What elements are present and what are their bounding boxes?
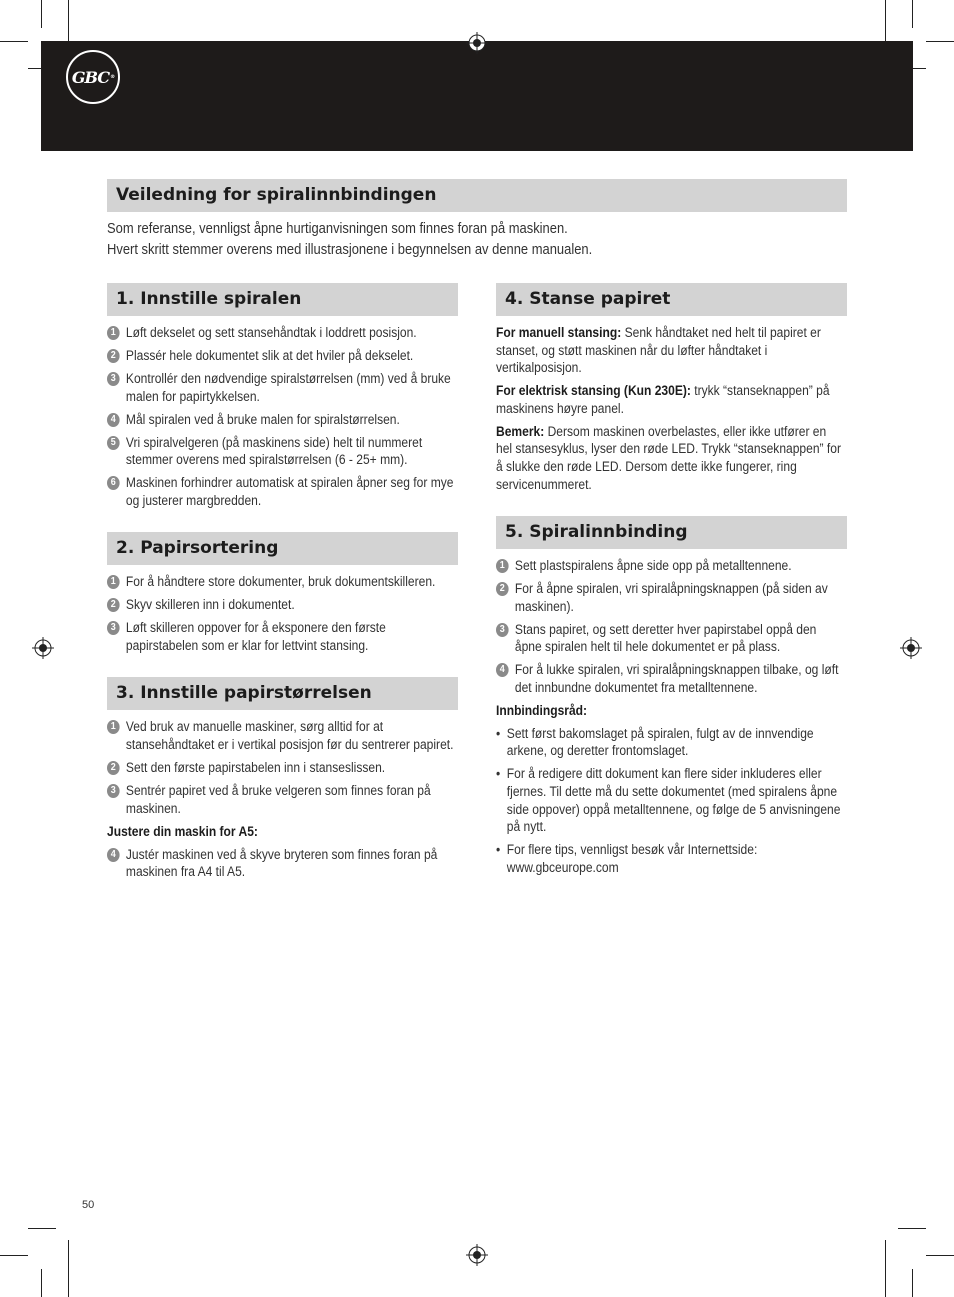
crop-mark <box>68 1240 69 1297</box>
crop-mark <box>41 0 42 28</box>
crop-mark <box>885 1240 886 1297</box>
crop-mark <box>912 0 913 28</box>
step-text: Mål spiralen ved å bruke malen for spiralstørrelsen. <box>125 411 400 427</box>
registration-mark-icon <box>466 1244 488 1266</box>
intro-line: Som referanse, vennligst åpne hurtiganvisningen som finnes foran på maskinen. <box>107 221 568 237</box>
step-text: Sett plastspiralens åpne side opp på metalltennene. <box>514 558 792 574</box>
step-text: For å åpne spiralen, vri spiralåpningsknappen (på siden av maskinen). <box>514 581 828 614</box>
step-item <box>107 596 456 614</box>
step-number: 1 <box>107 575 120 589</box>
section-heading: 3. Innstille papirstørrelsen <box>107 677 458 710</box>
step-number: 1 <box>496 559 509 573</box>
step-number: 2 <box>107 349 120 363</box>
section-heading: 5. Spiralinnbinding <box>496 516 847 549</box>
section-steps <box>107 573 456 654</box>
step-item <box>107 370 456 405</box>
right-column <box>496 283 847 882</box>
tip-text: For flere tips, vennligst besøk vår Internettside: www.gbceurope.com <box>506 842 758 875</box>
step-text: Løft dekselet og sett stansehåndtak i loddrett posisjon. <box>125 325 417 340</box>
subheading: Justere din maskin for A5: <box>107 823 258 839</box>
page-number: 50 <box>82 1199 95 1211</box>
bullet-icon: • <box>496 842 501 858</box>
section-steps <box>107 324 456 509</box>
left-column <box>107 283 458 886</box>
step-number: 2 <box>107 761 120 775</box>
paragraph-label: Bemerk: <box>496 423 545 439</box>
logo-mark: ® <box>110 74 115 80</box>
crop-mark <box>0 1255 28 1256</box>
crop-mark <box>926 41 954 42</box>
step-item <box>496 661 845 696</box>
crop-mark <box>41 1269 42 1297</box>
paragraph-label: For elektrisk stansing (Kun 230E): <box>496 383 691 399</box>
step-text: Plassér hele dokumentet slik at det hviler på dekselet. <box>125 347 414 363</box>
step-item <box>107 347 456 365</box>
step-text: Skyv skilleren inn i dokumentet. <box>125 597 295 613</box>
registration-mark-icon <box>466 32 488 54</box>
crop-mark <box>912 1269 913 1297</box>
tip-text: For å redigere ditt dokument kan flere sider inkluderes eller fjernes. Til dette må du sette dokumentet (med spiralens åpne side oppover) oppå metalltennene, og følge de 5 anvisningene på nytt. <box>506 766 841 835</box>
step-text: Justér maskinen ved å skyve bryteren som finnes foran på maskinen fra A4 til A5. <box>125 846 438 880</box>
step-text: Kontrollér den nødvendige spiralstørrelsen (mm) ved å bruke malen for papirtykkelsen. <box>125 370 451 404</box>
section-body <box>496 324 845 493</box>
step-item <box>107 619 456 654</box>
section-steps <box>107 718 456 880</box>
step-number: 4 <box>496 663 509 677</box>
step-number: 3 <box>107 372 120 386</box>
step-text: Stans papiret, og sett deretter hver papirstabel oppå den åpne spiralen helt til hele dokumentet er på plass. <box>514 621 817 655</box>
step-number: 3 <box>496 623 509 637</box>
page-title: Veiledning for spiralinnbindingen <box>107 179 847 212</box>
step-text: Sentrér papiret ved å bruke velgeren som finnes foran på maskinen. <box>125 783 431 816</box>
step-item <box>107 474 456 509</box>
paragraph-label: For manuell stansing: <box>496 325 622 340</box>
step-number: 3 <box>107 621 120 635</box>
crop-mark <box>926 1255 954 1256</box>
crop-mark <box>898 1228 926 1229</box>
step-number: 4 <box>107 848 120 862</box>
gbc-logo <box>66 50 120 104</box>
step-item <box>496 621 845 656</box>
section-heading: 2. Papirsortering <box>107 532 458 565</box>
tip-item <box>496 725 845 760</box>
paragraph-text: Dersom maskinen overbelastes, eller ikke utfører en hel stansesyklus, lyser den røde LED. Trykk “stanseknappen” for å slukke den røde LED. Dersom dette ikke fungerer, ring servicenummeret. <box>496 423 841 492</box>
paragraph <box>496 423 845 493</box>
step-number: 1 <box>107 326 120 340</box>
section-heading: 1. Innstille spiralen <box>107 283 458 316</box>
subheading: Innbindingsråd: <box>496 702 588 718</box>
step-item <box>107 573 456 591</box>
section-heading: 4. Stanse papiret <box>496 283 847 316</box>
tip-item <box>496 841 845 876</box>
section-steps <box>496 557 845 876</box>
paragraph <box>496 324 845 377</box>
logo-text: GBC <box>71 67 110 87</box>
step-item <box>107 324 456 342</box>
step-number: 6 <box>107 476 120 490</box>
paragraph <box>496 382 845 417</box>
step-number: 4 <box>107 413 120 427</box>
registration-mark-icon <box>900 637 922 659</box>
header-bar <box>41 41 913 151</box>
step-text: Vri spiralvelgeren (på maskinens side) helt til nummeret stemmer overens med spiralstørrelsen (6 - 25+ mm). <box>125 434 423 468</box>
step-number: 3 <box>107 784 120 798</box>
paragraph-text: Senk håndtaket ned helt til papiret er stanset, og støtt maskinen når du løfter håndtaket i vertikalposisjon. <box>496 325 821 376</box>
step-number: 2 <box>496 582 509 596</box>
bullet-icon: • <box>496 766 501 782</box>
step-text: Maskinen forhindrer automatisk at spiralen åpner seg for mye og justerer margbredden. <box>125 475 454 508</box>
step-number: 1 <box>107 720 120 734</box>
step-text: Sett den første papirstabelen inn i stanseslissen. <box>125 760 386 776</box>
step-text: Ved bruk av manuelle maskiner, sørg alltid for at stansehåndtaket er i vertikal posisjon før du sentrerer papiret. <box>125 719 454 753</box>
registration-mark-icon <box>32 637 54 659</box>
tip-item <box>496 765 845 835</box>
step-item <box>107 846 456 881</box>
crop-mark <box>28 1228 56 1229</box>
step-item <box>107 782 456 817</box>
step-item <box>107 411 456 429</box>
tip-text: Sett først bakomslaget på spiralen, fulgt av de innvendige arkene, og deretter frontomslaget. <box>506 725 814 759</box>
bullet-icon: • <box>496 725 501 741</box>
step-number: 5 <box>107 436 120 450</box>
step-item <box>496 557 845 575</box>
crop-mark <box>0 41 28 42</box>
paragraph-text: trykk “stanseknappen” på maskinens høyre panel. <box>496 383 830 416</box>
step-text: For å håndtere store dokumenter, bruk dokumentskilleren. <box>125 574 436 590</box>
step-item <box>107 434 456 469</box>
step-item <box>107 759 456 777</box>
intro-line: Hvert skritt stemmer overens med illustrasjonene i begynnelsen av denne manualen. <box>107 242 593 258</box>
step-text: For å lukke spiralen, vri spiralåpningsknappen tilbake, og løft det innbundne dokumentet fra metalltennene. <box>514 662 839 695</box>
step-text: Løft skilleren oppover for å eksponere den første papirstabelen som er klar for lettvint stansing. <box>125 620 386 653</box>
step-number: 2 <box>107 598 120 612</box>
step-item <box>107 718 456 753</box>
intro-text <box>107 219 773 261</box>
step-item <box>496 580 845 615</box>
